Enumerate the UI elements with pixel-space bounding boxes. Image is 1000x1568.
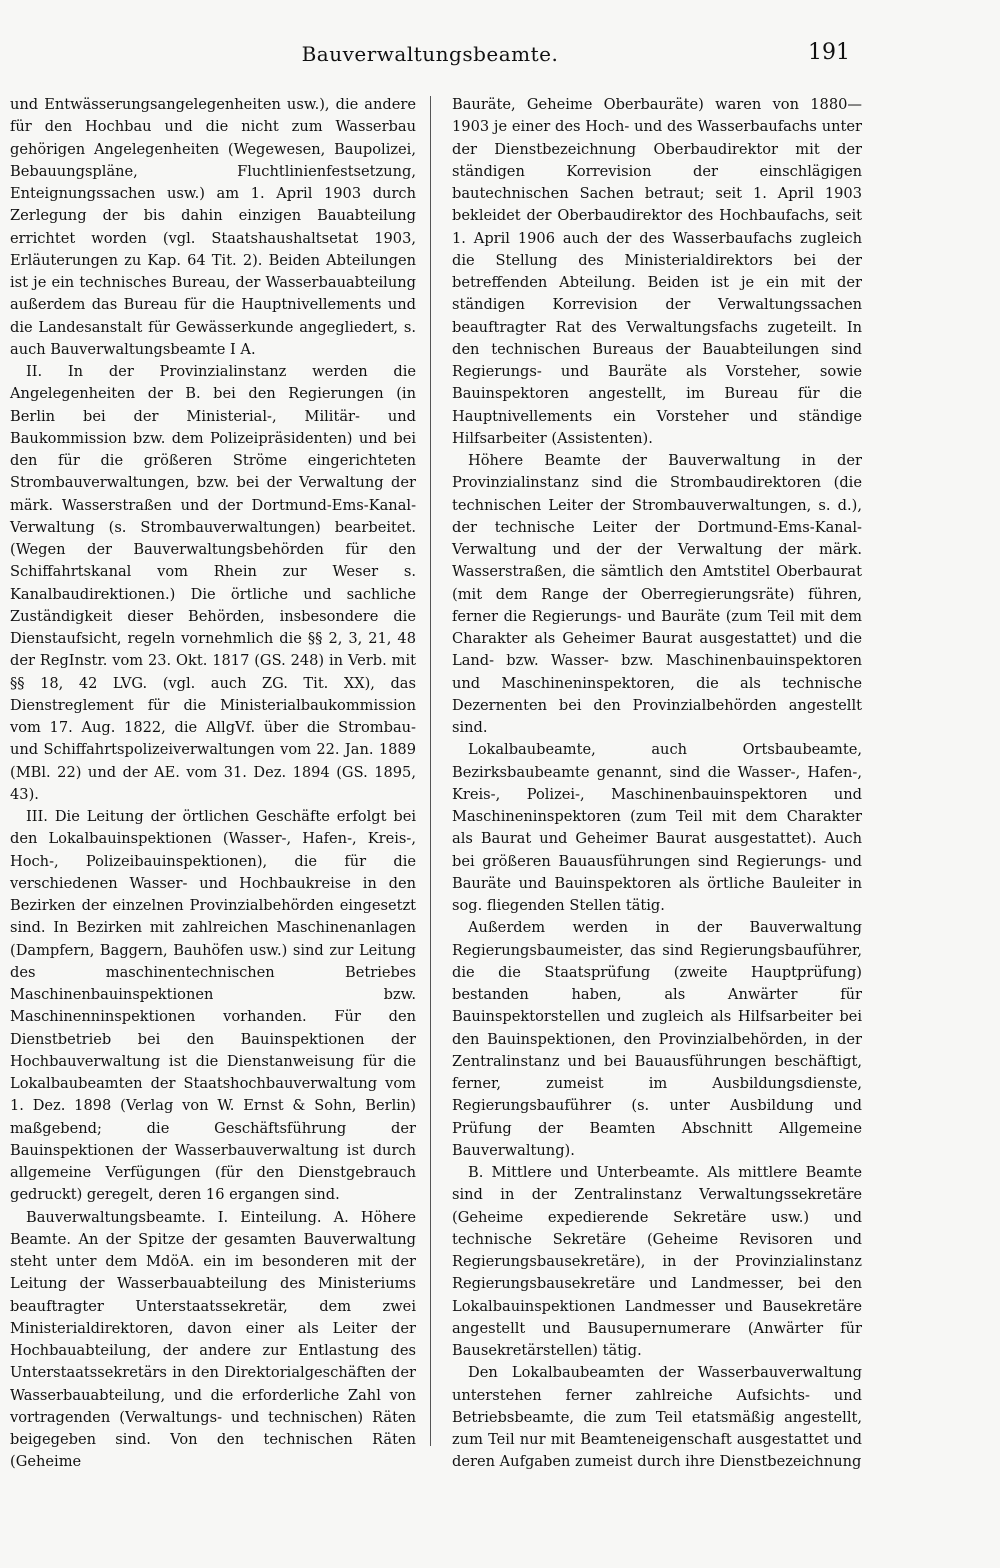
paragraph: Bauverwaltungsbeamte. I. Einteilung. A. Höhere Beamte. An der Spitze der gesamten Bauverwaltung steht unter dem MdöA. ein im besonderen mit der Leitung der Wasserbauabteilung des Ministeriums beauftragter Unterstaatssekretär, dem zwei Ministerialdirektoren, davon einer als Leiter der Hochbauabteilung, der andere zur Entlastung des Unterstaatssekretärs in den Direktorialgeschäften der Wasserbauabteilung, und die erforderliche Zahl von vortragenden (Verwaltungs- und technischen) Räten beigegeben sind. Von den technischen Räten (Geheime	[10, 1208, 416, 1471]
right-column	[452, 94, 862, 1471]
paragraph: II. In der Provinzialinstanz werden die Angelegenheiten der B. bei den Regierungen (in Berlin bei der Ministerial-, Militär- und Baukommission bzw. dem Polizeipräsidenten) und bei den für die größeren Ströme eingerichteten Strombauverwaltungen, bzw. bei der Verwaltung der märk. Wasserstraßen und der Dortmund-Ems-Kanal-Verwaltung (s. Strombauverwaltungen) bearbeitet. (Wegen der Bauverwaltungsbehörden für den Schiffahrtskanal vom Rhein zur Weser s. Kanalbaudirektionen.) Die örtliche und sachliche Zuständigkeit dieser Behörden, insbesondere die Dienstaufsicht, regeln vornehmlich die §§ 2, 3, 21, 48 der RegInstr. vom 23. Okt. 1817 (GS. 248) in Verb. mit §§ 18, 42 LVG. (vgl. auch ZG. Tit. XX), das Dienstreglement für die Ministerialbaukommission vom 17. Aug. 1822, die AllgVf. über die Strombau- und Schiffahrtspolizeiverwaltungen vom 22. Jan. 1889 (MBl. 22) und der AE. vom 31. Dez. 1894 (GS. 1895, 43).	[10, 363, 416, 803]
running-header: Bauverwaltungsbeamte.	[301, 42, 559, 66]
paragraph: Höhere Beamte der Bauverwaltung in der Provinzialinstanz sind die Strombaudirektoren (die technischen Leiter der Strombauverwaltungen, s. d.), der technische Leiter der Dortmund-Ems-Kanal-Verwaltung und der der Verwaltung der märk. Wasserstraßen, die sämtlich den Amtstitel Oberbaurat (mit dem Range der Oberregierungsräte) führen, ferner die Regierungs- und Bauräte (zum Teil mit dem Charakter als Geheimer Baurat ausgestattet) und die Land- bzw. Wasser- bzw. Maschinenbauinspektoren und Maschineninspektoren, die als technische Dezernenten bei den Provinzialbehörden angestellt sind.	[452, 452, 862, 736]
paragraph: Den Lokalbaubeamten der Wasserbauverwaltung unterstehen ferner zahlreiche Aufsichts- und Betriebsbeamte, die zum Teil etatsmäßig angestellt, zum Teil nur mit Beamteneigenschaft ausgestattet und deren Aufgaben zumeist durch ihre Dienstbezeichnung	[452, 1364, 862, 1471]
column-divider	[430, 96, 431, 1446]
paragraph: B. Mittlere und Unterbeamte. Als mittlere Beamte sind in der Zentralinstanz Verwaltungssekretäre (Geheime expedierende Sekretäre usw.) und technische Sekretäre (Geheime Revisoren und Regierungsbausekretäre), in der Provinzialinstanz Regierungsbausekretäre und Landmesser, bei den Lokalbauinspektionen Landmesser und Bausekretäre angestellt und Bausupernumerare (Anwärter für Bausekretärstellen) tätig.	[452, 1164, 862, 1359]
paragraph: Außerdem werden in der Bauverwaltung Regierungsbaumeister, das sind Regierungsbauführer, die die Staatsprüfung (zweite Hauptprüfung) bestanden haben, als Anwärter für Bauinspektorstellen und zugleich als Hilfsarbeiter bei den Bauinspektionen, den Provinzialbehörden, in der Zentralinstanz und bei Bauausführungen beschäftigt, ferner, zumeist im Ausbildungsdienste, Regierungsbauführer (s. unter Ausbildung und Prüfung der Beamten Abschnitt Allgemeine Bauverwaltung).	[452, 919, 862, 1159]
paragraph: Bauräte, Geheime Oberbauräte) waren von 1880—1903 je einer des Hoch- und des Wasserbaufachs unter der Dienstbezeichnung Oberbaudirektor mit der ständigen Korrevision der einschlägigen bautechnischen Sachen betraut; seit 1. April 1903 bekleidet der Oberbaudirektor des Hochbaufachs, seit 1. April 1906 auch der des Wasserbaufachs zugleich die Stellung des Ministerialdirektors bei der betreffenden Abteilung. Beiden ist je ein mit der ständigen Korrevision der Verwaltungssachen beauftragter Rat des Verwaltungsfachs zugeteilt. In den technischen Bureaus der Bauabteilungen sind Regierungs- und Bauräte als Vorsteher, sowie Bauinspektoren angestellt, im Bureau für die Hauptnivellements ein Vorsteher und ständige Hilfsarbeiter (Assistenten).	[452, 96, 862, 447]
page-number: 191	[808, 40, 850, 65]
paragraph: und Entwässerungsangelegenheiten usw.), die andere für den Hochbau und die nicht zum Wasserbau gehörigen Angelegenheiten (Wegewesen, Baupolizei, Bebauungspläne, Fluchtlinienfestsetzung, Enteignungssachen usw.) am 1. April 1903 durch Zerlegung der bis dahin einzigen Bauabteilung errichtet worden (vgl. Staatshaushaltsetat 1903, Erläuterungen zu Kap. 64 Tit. 2). Beiden Abteilungen ist je ein technisches Bureau, der Wasserbauabteilung außerdem das Bureau für die Hauptnivellements und die Landesanstalt für Gewässerkunde angegliedert, s. auch Bauverwaltungsbeamte I A.	[10, 96, 416, 358]
left-column	[10, 94, 416, 1471]
paragraph: Lokalbaubeamte, auch Ortsbaubeamte, Bezirksbaubeamte genannt, sind die Wasser-, Hafen-, Kreis-, Polizei-, Maschinenbauinspektoren und Maschineninspektoren (zum Teil mit dem Charakter als Baurat und Geheimer Baurat ausgestattet). Auch bei größeren Bauausführungen sind Regierungs- und Bauräte und Bauinspektoren als örtliche Bauleiter in sog. fliegenden Stellen tätig.	[452, 741, 862, 914]
paragraph: III. Die Leitung der örtlichen Geschäfte erfolgt bei den Lokalbauinspektionen (Wasser-, Hafen-, Kreis-, Hoch-, Polizeibauinspektionen), die für die verschiedenen Wasser- und Hochbaukreise in den Bezirken der einzelnen Provinzialbehörden eingesetzt sind. In Bezirken mit zahlreichen Maschinenanlagen (Dampfern, Baggern, Bauhöfen usw.) sind zur Leitung des maschinentechnischen Betriebes Maschinenbauinspektionen bzw. Maschinenninspektionen vorhanden. Für den Dienstbetrieb bei den Bauinspektionen der Hochbauverwaltung ist die Dienstanweisung für die Lokalbaubeamten der Staatshochbauverwaltung vom 1. Dez. 1898 (Verlag von W. Ernst & Sohn, Berlin) maßgebend; die Geschäftsführung der Bauinspektionen der Wasserbauverwaltung ist durch allgemeine Verfügungen (für den Dienstgebrauch gedruckt) geregelt, deren 16 ergangen sind.	[10, 808, 416, 1204]
